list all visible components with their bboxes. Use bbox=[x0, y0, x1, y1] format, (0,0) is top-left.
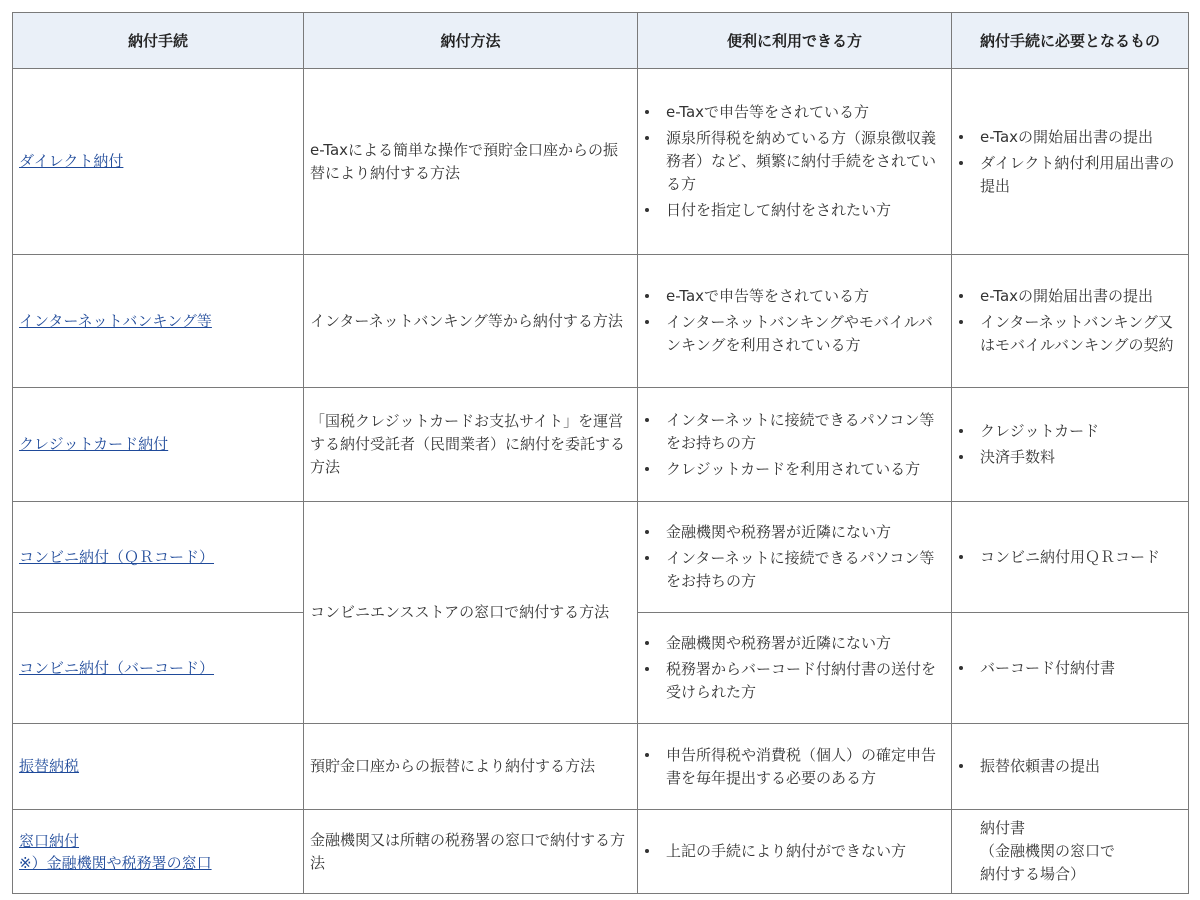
procedure-cell bbox=[13, 255, 304, 388]
bullet-icon bbox=[959, 666, 963, 670]
link-convenience-qr[interactable]: コンビニ納付（ＱＲコード） bbox=[19, 547, 215, 566]
list-item: 日付を指定して納付をされたい方 bbox=[666, 199, 945, 222]
header-users: 便利に利用できる方 bbox=[638, 13, 952, 69]
bullet-icon bbox=[645, 556, 649, 560]
bullet-icon bbox=[959, 320, 963, 324]
bullet-icon bbox=[959, 555, 963, 559]
needs-cell bbox=[952, 613, 1189, 724]
procedure-cell bbox=[13, 388, 304, 502]
list-item: 申告所得税や消費税（個人）の確定申告書を毎年提出する必要のある方 bbox=[666, 744, 945, 790]
needs-cell bbox=[952, 724, 1189, 810]
table-row-counter-payment bbox=[13, 810, 1189, 894]
needs-list bbox=[958, 285, 1182, 357]
link-direct-payment[interactable]: ダイレクト納付 bbox=[19, 152, 124, 170]
bullet-icon bbox=[645, 849, 649, 853]
users-cell bbox=[638, 502, 952, 613]
list-item: 決済手数料 bbox=[980, 446, 1182, 469]
list-item: 源泉所得税を納めている方（源泉徴収義務者）など、頻繁に納付手続をされている方 bbox=[666, 127, 945, 196]
table-row-credit-card bbox=[13, 388, 1189, 502]
needs-cell bbox=[952, 810, 1189, 894]
list-item: e-Taxで申告等をされている方 bbox=[666, 285, 945, 308]
counter-payment-label: 窓口納付 bbox=[19, 831, 80, 850]
needs-list bbox=[958, 126, 1182, 198]
bullet-icon bbox=[645, 418, 649, 422]
list-item: クレジットカード bbox=[980, 420, 1182, 443]
list-item: 金融機関や税務署が近隣にない方 bbox=[666, 632, 945, 655]
table-row-convenience-qr bbox=[13, 502, 1189, 613]
needs-list bbox=[958, 420, 1182, 469]
bullet-icon bbox=[959, 161, 963, 165]
link-credit-card-payment[interactable]: クレジットカード納付 bbox=[19, 435, 169, 453]
header-procedure: 納付手続 bbox=[13, 13, 304, 69]
bullet-icon bbox=[645, 641, 649, 645]
header-row bbox=[13, 13, 1189, 69]
table-row-internet-banking bbox=[13, 255, 1189, 388]
procedure-cell bbox=[13, 724, 304, 810]
procedure-cell bbox=[13, 502, 304, 613]
bullet-icon bbox=[959, 135, 963, 139]
procedure-cell bbox=[13, 613, 304, 724]
table-row-transfer-tax bbox=[13, 724, 1189, 810]
needs-cell bbox=[952, 69, 1189, 255]
bullet-icon bbox=[645, 294, 649, 298]
needs-list bbox=[958, 546, 1182, 569]
bullet-icon bbox=[645, 667, 649, 671]
needs-list bbox=[958, 755, 1182, 778]
bullet-icon bbox=[645, 136, 649, 140]
list-item: インターネットバンキング又はモバイルバンキングの契約 bbox=[980, 311, 1182, 357]
table-row-direct bbox=[13, 69, 1189, 255]
header-method: 納付方法 bbox=[304, 13, 638, 69]
bullet-icon bbox=[959, 429, 963, 433]
procedure-cell bbox=[13, 69, 304, 255]
users-list bbox=[644, 521, 945, 593]
procedure-cell bbox=[13, 810, 304, 894]
bullet-icon bbox=[645, 320, 649, 324]
link-transfer-tax[interactable]: 振替納税 bbox=[19, 757, 80, 775]
users-cell bbox=[638, 255, 952, 388]
bullet-icon bbox=[645, 110, 649, 114]
list-item: バーコード付納付書 bbox=[980, 657, 1182, 680]
method-cell: 「国税クレジットカードお支払サイト」を運営する納付受託者（民間業者）に納付を委託する方法 bbox=[304, 388, 638, 502]
users-cell bbox=[638, 69, 952, 255]
header-needs: 納付手続に必要となるもの bbox=[952, 13, 1189, 69]
needs-cell bbox=[952, 255, 1189, 388]
needs-cell bbox=[952, 502, 1189, 613]
bullet-icon bbox=[959, 764, 963, 768]
bullet-icon bbox=[959, 455, 963, 459]
users-list bbox=[644, 744, 945, 790]
list-item: 金融機関や税務署が近隣にない方 bbox=[666, 521, 945, 544]
bullet-icon bbox=[959, 294, 963, 298]
needs-plain-text: 納付書 （金融機関の窓口で 納付する場合） bbox=[980, 819, 1116, 883]
list-item: e-Taxの開始届出書の提出 bbox=[980, 285, 1182, 308]
bullet-icon bbox=[645, 753, 649, 757]
method-cell: e-Taxによる簡単な操作で預貯金口座からの振替により納付する方法 bbox=[304, 69, 638, 255]
bullet-icon bbox=[645, 208, 649, 212]
users-list bbox=[644, 285, 945, 357]
list-item: ダイレクト納付利用届出書の提出 bbox=[980, 152, 1182, 198]
list-item: 振替依頼書の提出 bbox=[980, 755, 1182, 778]
payment-methods-table bbox=[12, 12, 1189, 894]
users-cell bbox=[638, 810, 952, 894]
list-item: e-Taxの開始届出書の提出 bbox=[980, 126, 1182, 149]
link-counter-payment[interactable] bbox=[19, 830, 297, 874]
list-item: クレジットカードを利用されている方 bbox=[666, 458, 945, 481]
method-cell: 預貯金口座からの振替により納付する方法 bbox=[304, 724, 638, 810]
counter-payment-note: ※）金融機関や税務署の窓口 bbox=[19, 853, 212, 872]
list-item: 上記の手続により納付ができない方 bbox=[666, 840, 945, 863]
users-list bbox=[644, 409, 945, 481]
needs-cell bbox=[952, 388, 1189, 502]
needs-list bbox=[958, 657, 1182, 680]
bullet-icon bbox=[645, 530, 649, 534]
list-item: インターネットバンキングやモバイルバンキングを利用されている方 bbox=[666, 311, 945, 357]
method-cell: インターネットバンキング等から納付する方法 bbox=[304, 255, 638, 388]
users-list bbox=[644, 840, 945, 863]
link-convenience-barcode[interactable]: コンビニ納付（バーコード） bbox=[19, 658, 215, 677]
method-cell: 金融機関又は所轄の税務署の窓口で納付する方法 bbox=[304, 810, 638, 894]
list-item: インターネットに接続できるパソコン等をお持ちの方 bbox=[666, 409, 945, 455]
bullet-icon bbox=[645, 467, 649, 471]
users-cell bbox=[638, 724, 952, 810]
list-item: インターネットに接続できるパソコン等をお持ちの方 bbox=[666, 547, 945, 593]
list-item: 税務署からバーコード付納付書の送付を受けられた方 bbox=[666, 658, 945, 704]
users-cell bbox=[638, 613, 952, 724]
list-item: コンビニ納付用ＱＲコード bbox=[980, 546, 1182, 569]
users-list bbox=[644, 101, 945, 222]
link-internet-banking[interactable]: インターネットバンキング等 bbox=[19, 311, 212, 330]
users-cell bbox=[638, 388, 952, 502]
users-list bbox=[644, 632, 945, 704]
list-item: e-Taxで申告等をされている方 bbox=[666, 101, 945, 124]
method-cell: コンビニエンスストアの窓口で納付する方法 bbox=[304, 502, 638, 724]
